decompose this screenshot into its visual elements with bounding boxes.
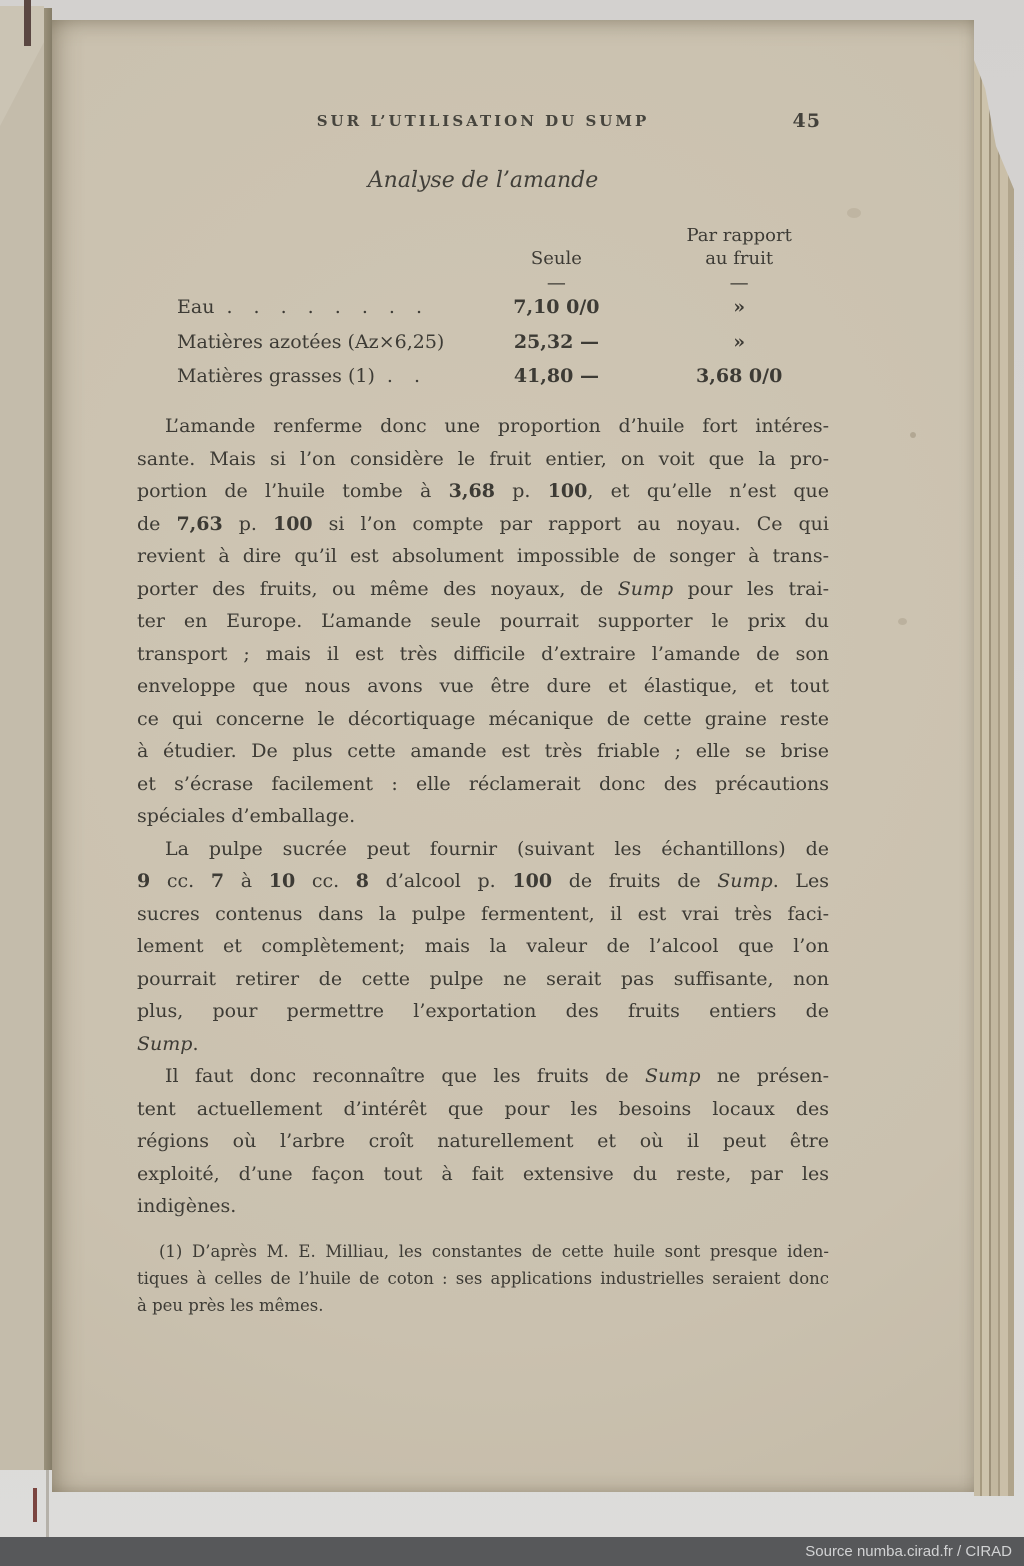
row-label: Matières grasses (1) — [177, 365, 375, 387]
table-row — [137, 296, 829, 331]
watermark-bar — [0, 1537, 1024, 1566]
page-content — [137, 20, 829, 1492]
paper-stain — [898, 618, 907, 625]
row-label: Matières azotées (Az×6,25) — [177, 330, 445, 353]
spine-notch — [24, 0, 31, 46]
table-row — [137, 365, 829, 400]
section-title: Analyse de l’amande — [367, 168, 599, 193]
value-seule: 7,10 0/0 — [513, 296, 600, 318]
value-par-rapport: » — [733, 296, 746, 318]
book-page — [52, 20, 974, 1492]
value-seule: 25,32 — — [513, 330, 599, 353]
dot-leader — [444, 331, 456, 353]
watermark-text: Source numba.cirad.fr / CIRAD — [805, 1543, 1012, 1560]
page-stack-edges — [974, 60, 1014, 1496]
column-rule: — — [546, 272, 566, 294]
body-paragraph: L’amande renferme donc une proportion d’huile fort intéres- sante. Mais si l’on considère le fruit entier, on voit que la pro- portion de l’huile tombe à 3,68 p. 100, et qu’elle n’est que de 7,63 p. 100 si l’on compte par rapport au noyau. Ce qui revient à dire qu’il est absolument impossible de songer à trans- porter des fruits, ou même des noyaux, de Sump pour les trai- ter en Europe. L’amande seule pourrait supporter le prix du transport ; mais il est très difficile d’extraire l’amande de son enveloppe que nous avons vue être dure et élastique, et tout ce qui concerne le décortiquage mécanique de cette graine reste à étudier. De plus cette amande est très friable ; elle se brise et s’écrase facilement : elle réclamerait donc des précautions spéciales d’emballage. — [137, 415, 830, 827]
footnote: (1) D’après M. E. Milliau, les constantes de cette huile sont presque iden- tiques à celles de l’huile de coton : ses applications industrielles seraient donc à peu près les mêmes. — [137, 1242, 829, 1315]
body-text — [137, 410, 829, 1223]
value-seule: 41,80 — — [513, 365, 599, 387]
body-paragraph: La pulpe sucrée peut fournir (suivant les échantillons) de 9 cc. 7 à 10 cc. 8 d’alcool p. 100 de fruits de Sump. Les sucres contenus dans la pulpe fermentent, il est vrai très faci- lement et complètement; mais la valeur de l’alcool que l’on pourrait retirer de cette pulpe ne serait pas suffisante, non plus, pour permettre l’exportation des fruits entiers de Sump. — [137, 837, 829, 1055]
column-header-par-rapport: Par rapport au fruit — [686, 225, 792, 269]
page-number: 45 — [792, 110, 821, 132]
table-row — [137, 331, 829, 366]
body-paragraph: Il faut donc reconnaître que les fruits de Sump ne présen- tent actuellement d’intérêt que pour les besoins locaux des régions où l’arbre croît naturellement et où il peut être exploité, d’une façon tout à fait extensive du reste, par les indigènes. — [137, 1065, 829, 1217]
book-gutter — [44, 8, 52, 1470]
binding-thread-mark — [33, 1488, 37, 1522]
running-header: SUR L’UTILISATION DU SUMP — [316, 112, 650, 130]
column-header-seule: Seule — [530, 248, 582, 269]
paper-stain — [910, 432, 916, 438]
column-rule: — — [729, 272, 749, 294]
table-header-row — [137, 214, 829, 270]
paper-stain — [847, 208, 861, 218]
gutter-shadow-tail — [46, 1470, 49, 1540]
value-par-rapport: » — [733, 330, 746, 353]
dot-leader: . . — [386, 365, 422, 387]
table-header-rule-row — [137, 270, 829, 296]
analysis-table — [137, 214, 829, 400]
facing-cover-edge — [0, 6, 44, 1470]
dot-leader: . . . . . . . . — [226, 296, 424, 318]
row-label: Eau — [177, 296, 215, 318]
value-par-rapport: 3,68 0/0 — [696, 365, 783, 387]
